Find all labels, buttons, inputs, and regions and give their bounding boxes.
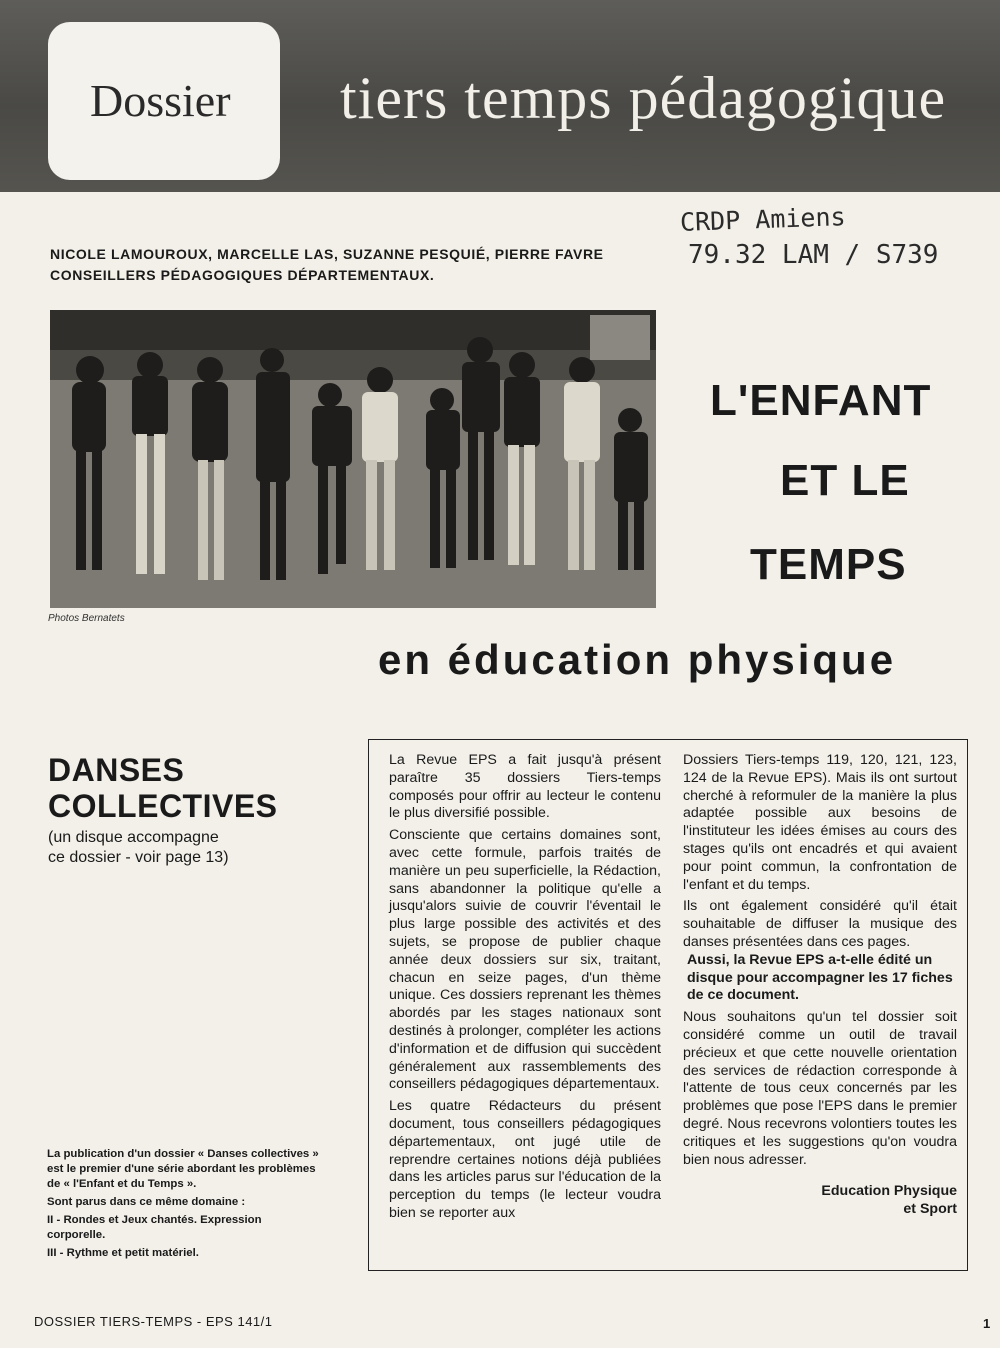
editorial-left-p2: Consciente que certains domaines sont, avec cette formule, parfois traités de manière un peu superficielle, la Rédaction, sans abandonner la politique qu'elle a jusqu'alors suivie de couvrir l'éventail le plus large possible des activités et des sujets, se propose de publier chaque année deux dossiers sur six, traitant, chacun en seize pages, d'un thème unique. Ces dossiers reprenant les thèmes abordés par les stages nationaux sont destinés à prolonger, compléter les actions d'information et de diffusion qui succèdent généralement aux rassemblements des conseillers pédagogiques départementaux. bbox=[389, 827, 661, 1093]
section-note-line1: (un disque accompagne bbox=[48, 829, 219, 846]
photo-credit: Photos Bernatets bbox=[48, 613, 125, 624]
editorial-column-right bbox=[683, 752, 957, 1219]
footer-reference: DOSSIER TIERS-TEMPS - EPS 141/1 bbox=[34, 1314, 273, 1329]
headline-subtitle: en éducation physique bbox=[378, 636, 897, 683]
header-banner bbox=[0, 0, 1000, 192]
editorial-right-p3: Nous souhaitons qu'un tel dossier soit considéré comme un outil de travail précieux et que cette nouvelle orientation des services de rédaction corresponde à l'attente de tous ceux concernés par les problèmes que pose l'EPS dans le premier degré. Nous recevrons volontiers toutes les critiques et les suggestions qu'on voudra bien nous adresser. bbox=[683, 1009, 957, 1168]
editorial-right-p2-bold: Aussi, la Revue EPS a-t-elle édité un disque pour accompagner les 17 fiches de ce document. bbox=[687, 951, 953, 1004]
photo-children-dancing bbox=[50, 310, 656, 608]
signature-line2: et Sport bbox=[903, 1201, 957, 1218]
section-title-line1: DANSES bbox=[48, 752, 185, 788]
editorial-right-p1: Dossiers Tiers-temps 119, 120, 121, 123, 124 de la Revue EPS). Mais ils ont surtout cherché à reformuler de la manière la plus adaptée possible aux besoins de l'instituteur les idées émises au cours des stages qu'ils ont encadrés et qui avaient pour point commun, la confrontation de l'enfant et du temps. bbox=[683, 752, 957, 893]
editorial-right-p2-text: Ils ont également considéré qu'il était souhaitable de diffuser la musique des danses présentées dans ces pages. bbox=[683, 898, 957, 950]
section-note-line2: ce dossier - voir page 13) bbox=[48, 849, 229, 866]
author-names: NICOLE LAMOUROUX, MARCELLE LAS, SUZANNE PESQUIÉ, PIERRE FAVRE bbox=[50, 246, 604, 262]
page-number: 1 bbox=[983, 1316, 991, 1331]
editorial-left-p3: Les quatre Rédacteurs du présent document, tous conseillers pédagogiques départementaux, ont jugé utile de reprendre certaines notions déjà publiées dans les articles parus sur l'éducation de la perception du temps (le lecteur voudra bien se reporter aux bbox=[389, 1098, 661, 1221]
signature-line1: Education Physique bbox=[821, 1183, 957, 1200]
authors-block bbox=[50, 244, 650, 286]
publication-note-p4: III - Rythme et petit matériel. bbox=[47, 1247, 199, 1259]
editorial-box bbox=[368, 739, 968, 1271]
publication-note-p1: La publication d'un dossier « Danses collectives » est le premier d'une série abordant les problèmes de « l'Enfant et du Temps ». bbox=[47, 1148, 319, 1190]
publication-note-p3: II - Rondes et Jeux chantés. Expression corporelle. bbox=[47, 1214, 262, 1241]
section-title bbox=[48, 752, 278, 824]
section-note bbox=[48, 828, 229, 868]
headline-line1: L'ENFANT bbox=[710, 376, 932, 425]
publication-note bbox=[47, 1147, 322, 1264]
library-stamp-line1: CRDP Amiens bbox=[679, 202, 847, 237]
author-role: CONSEILLERS PÉDAGOGIQUES DÉPARTEMENTAUX. bbox=[50, 267, 435, 283]
publication-note-p2: Sont parus dans ce même domaine : bbox=[47, 1196, 246, 1208]
library-stamp-line2: 79.32 LAM / S739 bbox=[688, 240, 939, 270]
series-title: tiers temps pédagogique bbox=[340, 65, 947, 131]
editorial-column-left bbox=[389, 752, 661, 1227]
editorial-left-p1: La Revue EPS a fait jusqu'à présent paraître 35 dossiers Tiers-temps composés pour offrir au lecteur le contenu le plus diversifié possible. bbox=[389, 752, 661, 822]
headline-line3: TEMPS bbox=[750, 540, 907, 589]
headline-line2: ET LE bbox=[780, 456, 910, 505]
dossier-label: Dossier bbox=[90, 75, 231, 126]
editorial-right-p2 bbox=[683, 898, 957, 951]
section-title-line2: COLLECTIVES bbox=[48, 788, 278, 824]
editorial-signature bbox=[683, 1183, 957, 1219]
photo-illustration bbox=[50, 310, 656, 608]
